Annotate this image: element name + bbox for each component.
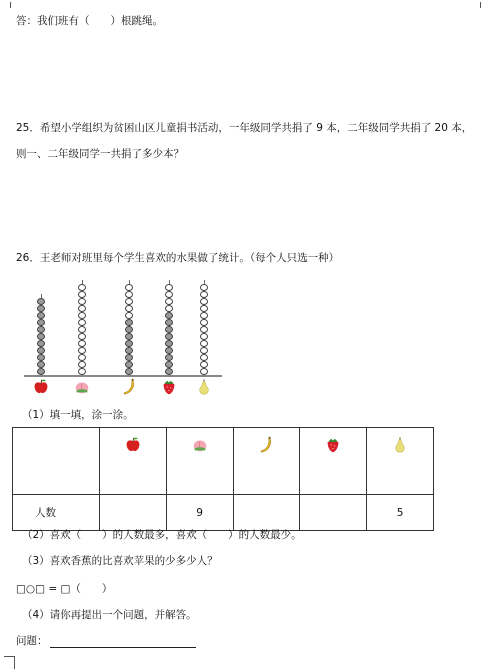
pear-icon — [195, 378, 213, 396]
bead-peach[interactable] — [78, 354, 86, 361]
bead-peach[interactable] — [78, 333, 86, 340]
table-corner-cell — [13, 428, 100, 495]
banana-icon — [257, 436, 275, 454]
bead-peach[interactable] — [78, 312, 86, 319]
bead-pear[interactable] — [200, 368, 208, 375]
page-corner-mark — [480, 2, 487, 8]
chart-baseline — [24, 375, 222, 377]
table-row-values — [13, 495, 434, 531]
bead-banana[interactable] — [125, 284, 133, 291]
bead-pear[interactable] — [200, 340, 208, 347]
bead-banana[interactable] — [125, 319, 133, 326]
bead-strawberry[interactable] — [165, 340, 173, 347]
bead-banana[interactable] — [125, 347, 133, 354]
bead-pear[interactable] — [200, 284, 208, 291]
table-row-icons — [13, 428, 434, 495]
bead-pear[interactable] — [200, 347, 208, 354]
bead-peach[interactable] — [78, 361, 86, 368]
bead-strawberry[interactable] — [165, 291, 173, 298]
bead-strawberry[interactable] — [165, 354, 173, 361]
bead-strawberry[interactable] — [165, 312, 173, 319]
question-line — [16, 633, 196, 648]
bead-banana[interactable] — [125, 361, 133, 368]
bead-strawberry[interactable] — [165, 284, 173, 291]
bead-banana[interactable] — [125, 312, 133, 319]
table-row-label: 人数 — [13, 495, 100, 531]
bead-pear[interactable] — [200, 291, 208, 298]
table-cell-pear — [367, 428, 434, 495]
bead-apple[interactable] — [37, 354, 45, 361]
bead-apple[interactable] — [37, 347, 45, 354]
bead-pear[interactable] — [200, 319, 208, 326]
table-value-banana[interactable] — [233, 495, 300, 531]
bead-strawberry[interactable] — [165, 333, 173, 340]
q26-part4: （4）请你再提出一个问题，并解答。 — [22, 609, 197, 621]
bead-peach[interactable] — [78, 340, 86, 347]
bead-pear[interactable] — [200, 354, 208, 361]
bead-apple[interactable] — [37, 368, 45, 375]
bead-banana[interactable] — [125, 291, 133, 298]
bead-pear[interactable] — [200, 298, 208, 305]
page-corner-mark — [4, 656, 15, 669]
bead-strawberry[interactable] — [165, 368, 173, 375]
table-cell-apple — [99, 428, 166, 495]
q26-title: 26．王老师对班里每个学生喜欢的水果做了统计。（每个人只选一种） — [16, 252, 340, 264]
peach-icon — [191, 436, 209, 454]
bead-banana[interactable] — [125, 305, 133, 312]
bead-banana[interactable] — [125, 354, 133, 361]
bead-peach[interactable] — [78, 326, 86, 333]
table-cell-peach — [166, 428, 233, 495]
table-value-apple[interactable] — [99, 495, 166, 531]
bead-apple[interactable] — [37, 326, 45, 333]
q26-part3: （3）喜欢香蕉的比喜欢苹果的少多少人？ — [22, 555, 218, 567]
bead-banana[interactable] — [125, 368, 133, 375]
bead-banana[interactable] — [125, 326, 133, 333]
bead-strawberry[interactable] — [165, 347, 173, 354]
bead-peach[interactable] — [78, 284, 86, 291]
page-corner-mark — [4, 2, 11, 8]
bead-strawberry[interactable] — [165, 319, 173, 326]
bead-apple[interactable] — [37, 312, 45, 319]
bead-pear[interactable] — [200, 305, 208, 312]
bead-apple[interactable] — [37, 319, 45, 326]
strawberry-icon — [160, 378, 178, 396]
q26-equation: □○□ = □（ ） — [16, 583, 113, 595]
peach-icon — [73, 378, 91, 396]
bead-pear[interactable] — [200, 333, 208, 340]
table-cell-strawberry — [300, 428, 367, 495]
answer-blank[interactable] — [50, 637, 196, 648]
pear-icon — [391, 436, 409, 454]
table-value-strawberry[interactable] — [300, 495, 367, 531]
strawberry-icon — [324, 436, 342, 454]
bead-peach[interactable] — [78, 298, 86, 305]
table-cell-banana — [233, 428, 300, 495]
bead-apple[interactable] — [37, 305, 45, 312]
q25-text-line1: 25．希望小学组织为贫困山区儿童捐书活动，一年级同学共捐了 9 本，二年级同学共捐了 20 本， — [16, 122, 473, 134]
bead-peach[interactable] — [78, 291, 86, 298]
bead-strawberry[interactable] — [165, 361, 173, 368]
bead-apple[interactable] — [37, 298, 45, 305]
q26-part1: （1）填一填，涂一涂。 — [22, 409, 134, 421]
bead-peach[interactable] — [78, 347, 86, 354]
bead-chart — [24, 268, 224, 398]
table-value-pear[interactable]: 5 — [367, 495, 434, 531]
banana-icon — [120, 378, 138, 396]
answer-line: 答：我们班有（ ）根跳绳。 — [16, 15, 163, 27]
bead-apple[interactable] — [37, 361, 45, 368]
bead-banana[interactable] — [125, 340, 133, 347]
bead-banana[interactable] — [125, 298, 133, 305]
bead-apple[interactable] — [37, 333, 45, 340]
bead-strawberry[interactable] — [165, 298, 173, 305]
bead-strawberry[interactable] — [165, 305, 173, 312]
bead-peach[interactable] — [78, 305, 86, 312]
apple-icon — [32, 378, 50, 396]
fruit-count-table — [12, 427, 434, 531]
q26-part2: （2）喜欢（ ）的人数最多，喜欢（ ）的人数最少。 — [22, 529, 302, 541]
bead-pear[interactable] — [200, 326, 208, 333]
table-value-peach[interactable]: 9 — [166, 495, 233, 531]
bead-banana[interactable] — [125, 333, 133, 340]
bead-peach[interactable] — [78, 319, 86, 326]
q25-text-line2: 则一、二年级同学一共捐了多少本？ — [16, 148, 184, 160]
question-label: 问题： — [16, 635, 48, 647]
bead-pear[interactable] — [200, 312, 208, 319]
bead-strawberry[interactable] — [165, 326, 173, 333]
apple-icon — [124, 436, 142, 454]
bead-pear[interactable] — [200, 361, 208, 368]
bead-apple[interactable] — [37, 340, 45, 347]
bead-peach[interactable] — [78, 368, 86, 375]
